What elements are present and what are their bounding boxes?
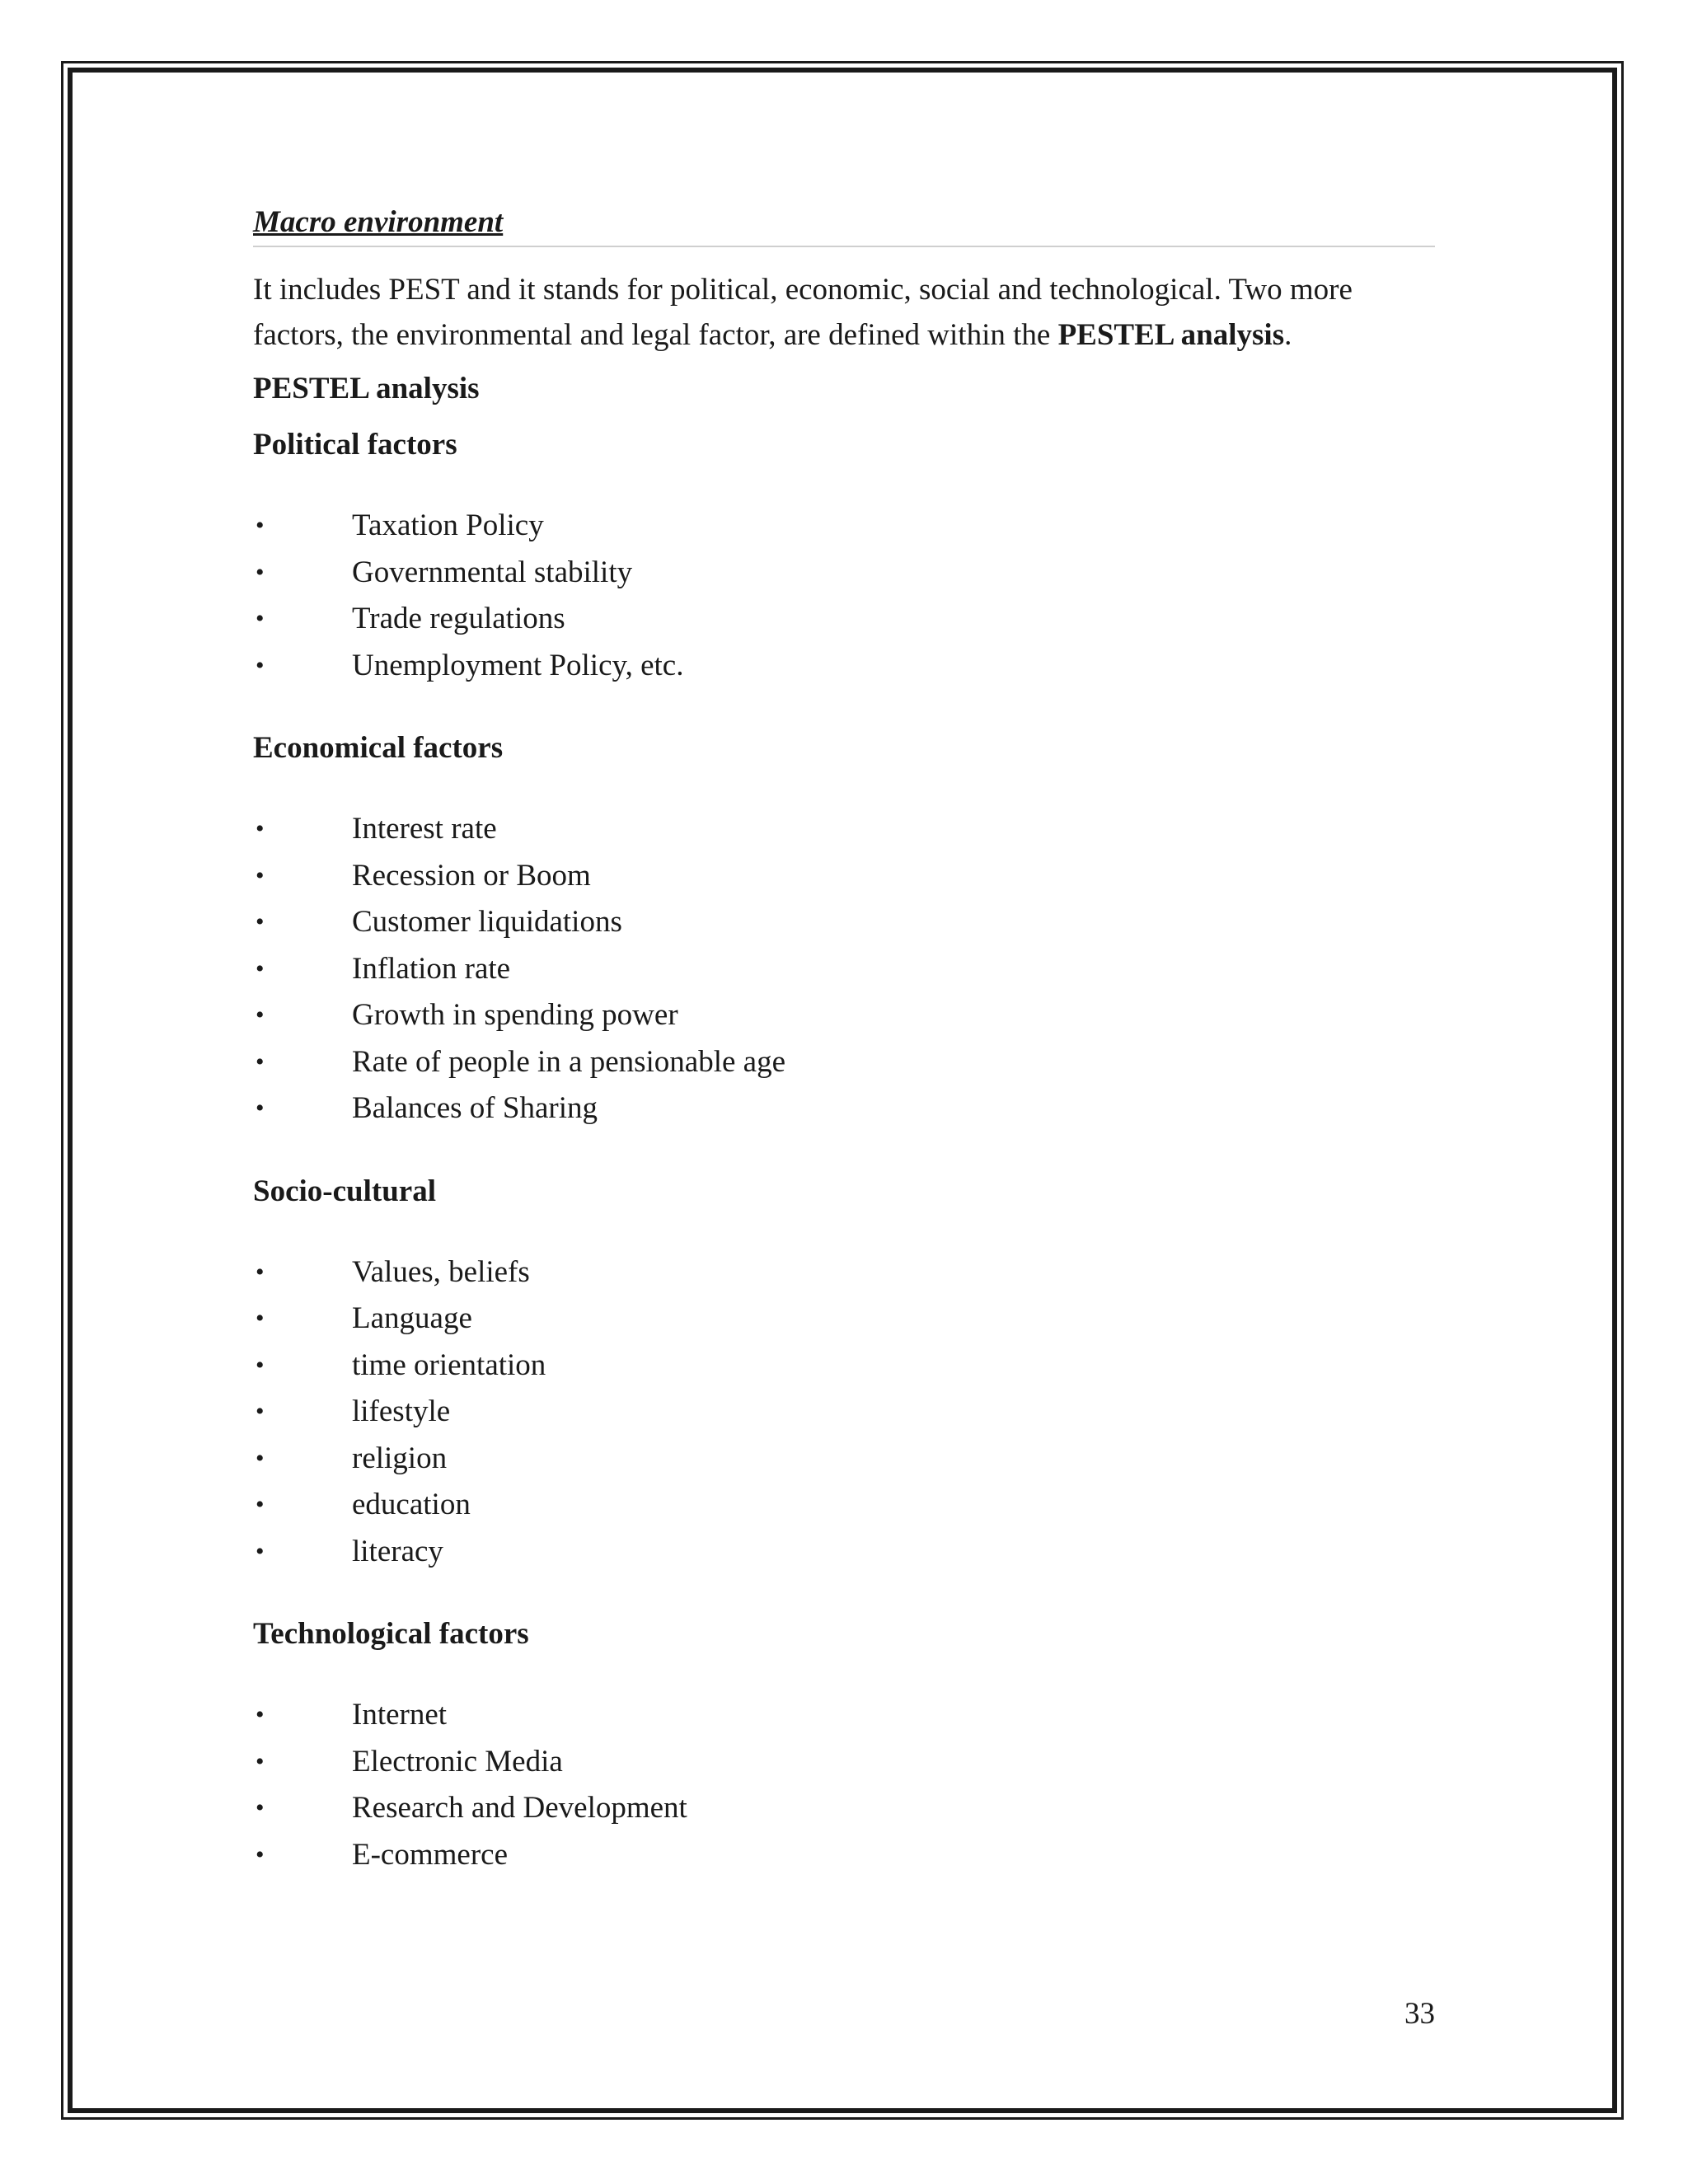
list-item-text: Internet — [352, 1698, 448, 1732]
list-item — [253, 1832, 1435, 1879]
list-item — [253, 1739, 1435, 1786]
list-item-text: Inflation rate — [352, 951, 511, 986]
socio-cultural-heading: Socio-cultural — [253, 1174, 436, 1208]
pestel-heading: PESTEL analysis — [253, 372, 480, 405]
bullet-icon: • — [256, 1794, 265, 1821]
list-item — [253, 806, 1435, 853]
political-heading: Political factors — [253, 428, 457, 462]
list-item-text: Trade regulations — [352, 602, 565, 635]
intro-text: It includes PEST and it stands for political, economic, social and technological. Two more factors, the environmental and legal factor, are defined within the — [253, 273, 1353, 352]
bullet-icon: • — [256, 651, 265, 679]
list-item — [253, 899, 1435, 946]
political-list — [253, 503, 1435, 689]
list-item — [253, 853, 1435, 900]
list-item — [253, 1389, 1435, 1436]
intro-paragraph — [253, 267, 1435, 358]
list-item-text: literacy — [352, 1534, 443, 1568]
bullet-icon: • — [256, 558, 265, 586]
list-item-text: E-commerce — [352, 1837, 508, 1872]
list-item-text: lifestyle — [352, 1394, 451, 1428]
list-item — [253, 643, 1435, 690]
section-title: Macro environment — [253, 203, 1435, 247]
bullet-icon: • — [256, 815, 265, 842]
list-item-text: Recession or Boom — [352, 858, 591, 893]
list-item-text: Language — [352, 1301, 472, 1335]
technological-list — [253, 1692, 1435, 1878]
list-item — [253, 946, 1435, 993]
list-item-text: Research and Development — [352, 1791, 687, 1825]
list-item — [253, 1296, 1435, 1343]
bullet-icon: • — [256, 1258, 265, 1286]
bullet-icon: • — [256, 1001, 265, 1029]
technological-heading: Technological factors — [253, 1617, 529, 1651]
bullet-icon: • — [256, 512, 265, 539]
list-item-text: Customer liquidations — [352, 905, 622, 939]
list-item-text: Values, beliefs — [352, 1254, 530, 1289]
list-item-text: Rate of people in a pensionable age — [352, 1044, 786, 1079]
list-item-text: time orientation — [352, 1347, 546, 1382]
bullet-icon: • — [256, 1351, 265, 1379]
list-item-text: education — [352, 1488, 471, 1521]
economical-heading: Economical factors — [253, 731, 504, 765]
list-item — [253, 550, 1435, 597]
bullet-icon: • — [256, 1305, 265, 1332]
list-item-text: Interest rate — [352, 812, 497, 846]
bullet-icon: • — [256, 1840, 265, 1868]
list-item-text: Unemployment Policy, etc. — [352, 648, 684, 682]
bullet-icon: • — [256, 1747, 265, 1775]
list-item — [253, 1039, 1435, 1086]
economical-list — [253, 806, 1435, 1132]
list-item-text: Growth in spending power — [352, 998, 678, 1032]
list-item — [253, 503, 1435, 550]
list-item — [253, 1529, 1435, 1576]
list-item — [253, 596, 1435, 643]
list-item-text: Balances of Sharing — [352, 1091, 598, 1125]
list-item-text: religion — [352, 1441, 448, 1475]
list-item — [253, 992, 1435, 1039]
bullet-icon: • — [256, 1537, 265, 1565]
socio-cultural-list — [253, 1249, 1435, 1576]
bullet-icon: • — [256, 1398, 265, 1425]
list-item — [253, 1692, 1435, 1739]
bullet-icon: • — [256, 861, 265, 889]
list-item — [253, 1249, 1435, 1296]
list-item — [253, 1085, 1435, 1132]
intro-period: . — [1284, 318, 1292, 352]
bullet-icon: • — [256, 605, 265, 632]
intro-bold-term: PESTEL analysis — [1057, 318, 1285, 352]
list-item — [253, 1482, 1435, 1529]
bullet-icon: • — [256, 908, 265, 935]
list-item — [253, 1785, 1435, 1832]
list-item — [253, 1343, 1435, 1390]
bullet-icon: • — [256, 1444, 265, 1472]
bullet-icon: • — [256, 954, 265, 982]
bullet-icon: • — [256, 1491, 265, 1518]
page-content — [253, 203, 1435, 1878]
list-item — [253, 1436, 1435, 1483]
bullet-icon: • — [256, 1047, 265, 1076]
list-item-text: Governmental stability — [352, 555, 633, 589]
list-item-text: Electronic Media — [352, 1744, 563, 1779]
bullet-icon: • — [256, 1701, 265, 1728]
bullet-icon: • — [256, 1094, 265, 1122]
list-item-text: Taxation Policy — [352, 509, 544, 542]
page-number: 33 — [1404, 1997, 1435, 2031]
